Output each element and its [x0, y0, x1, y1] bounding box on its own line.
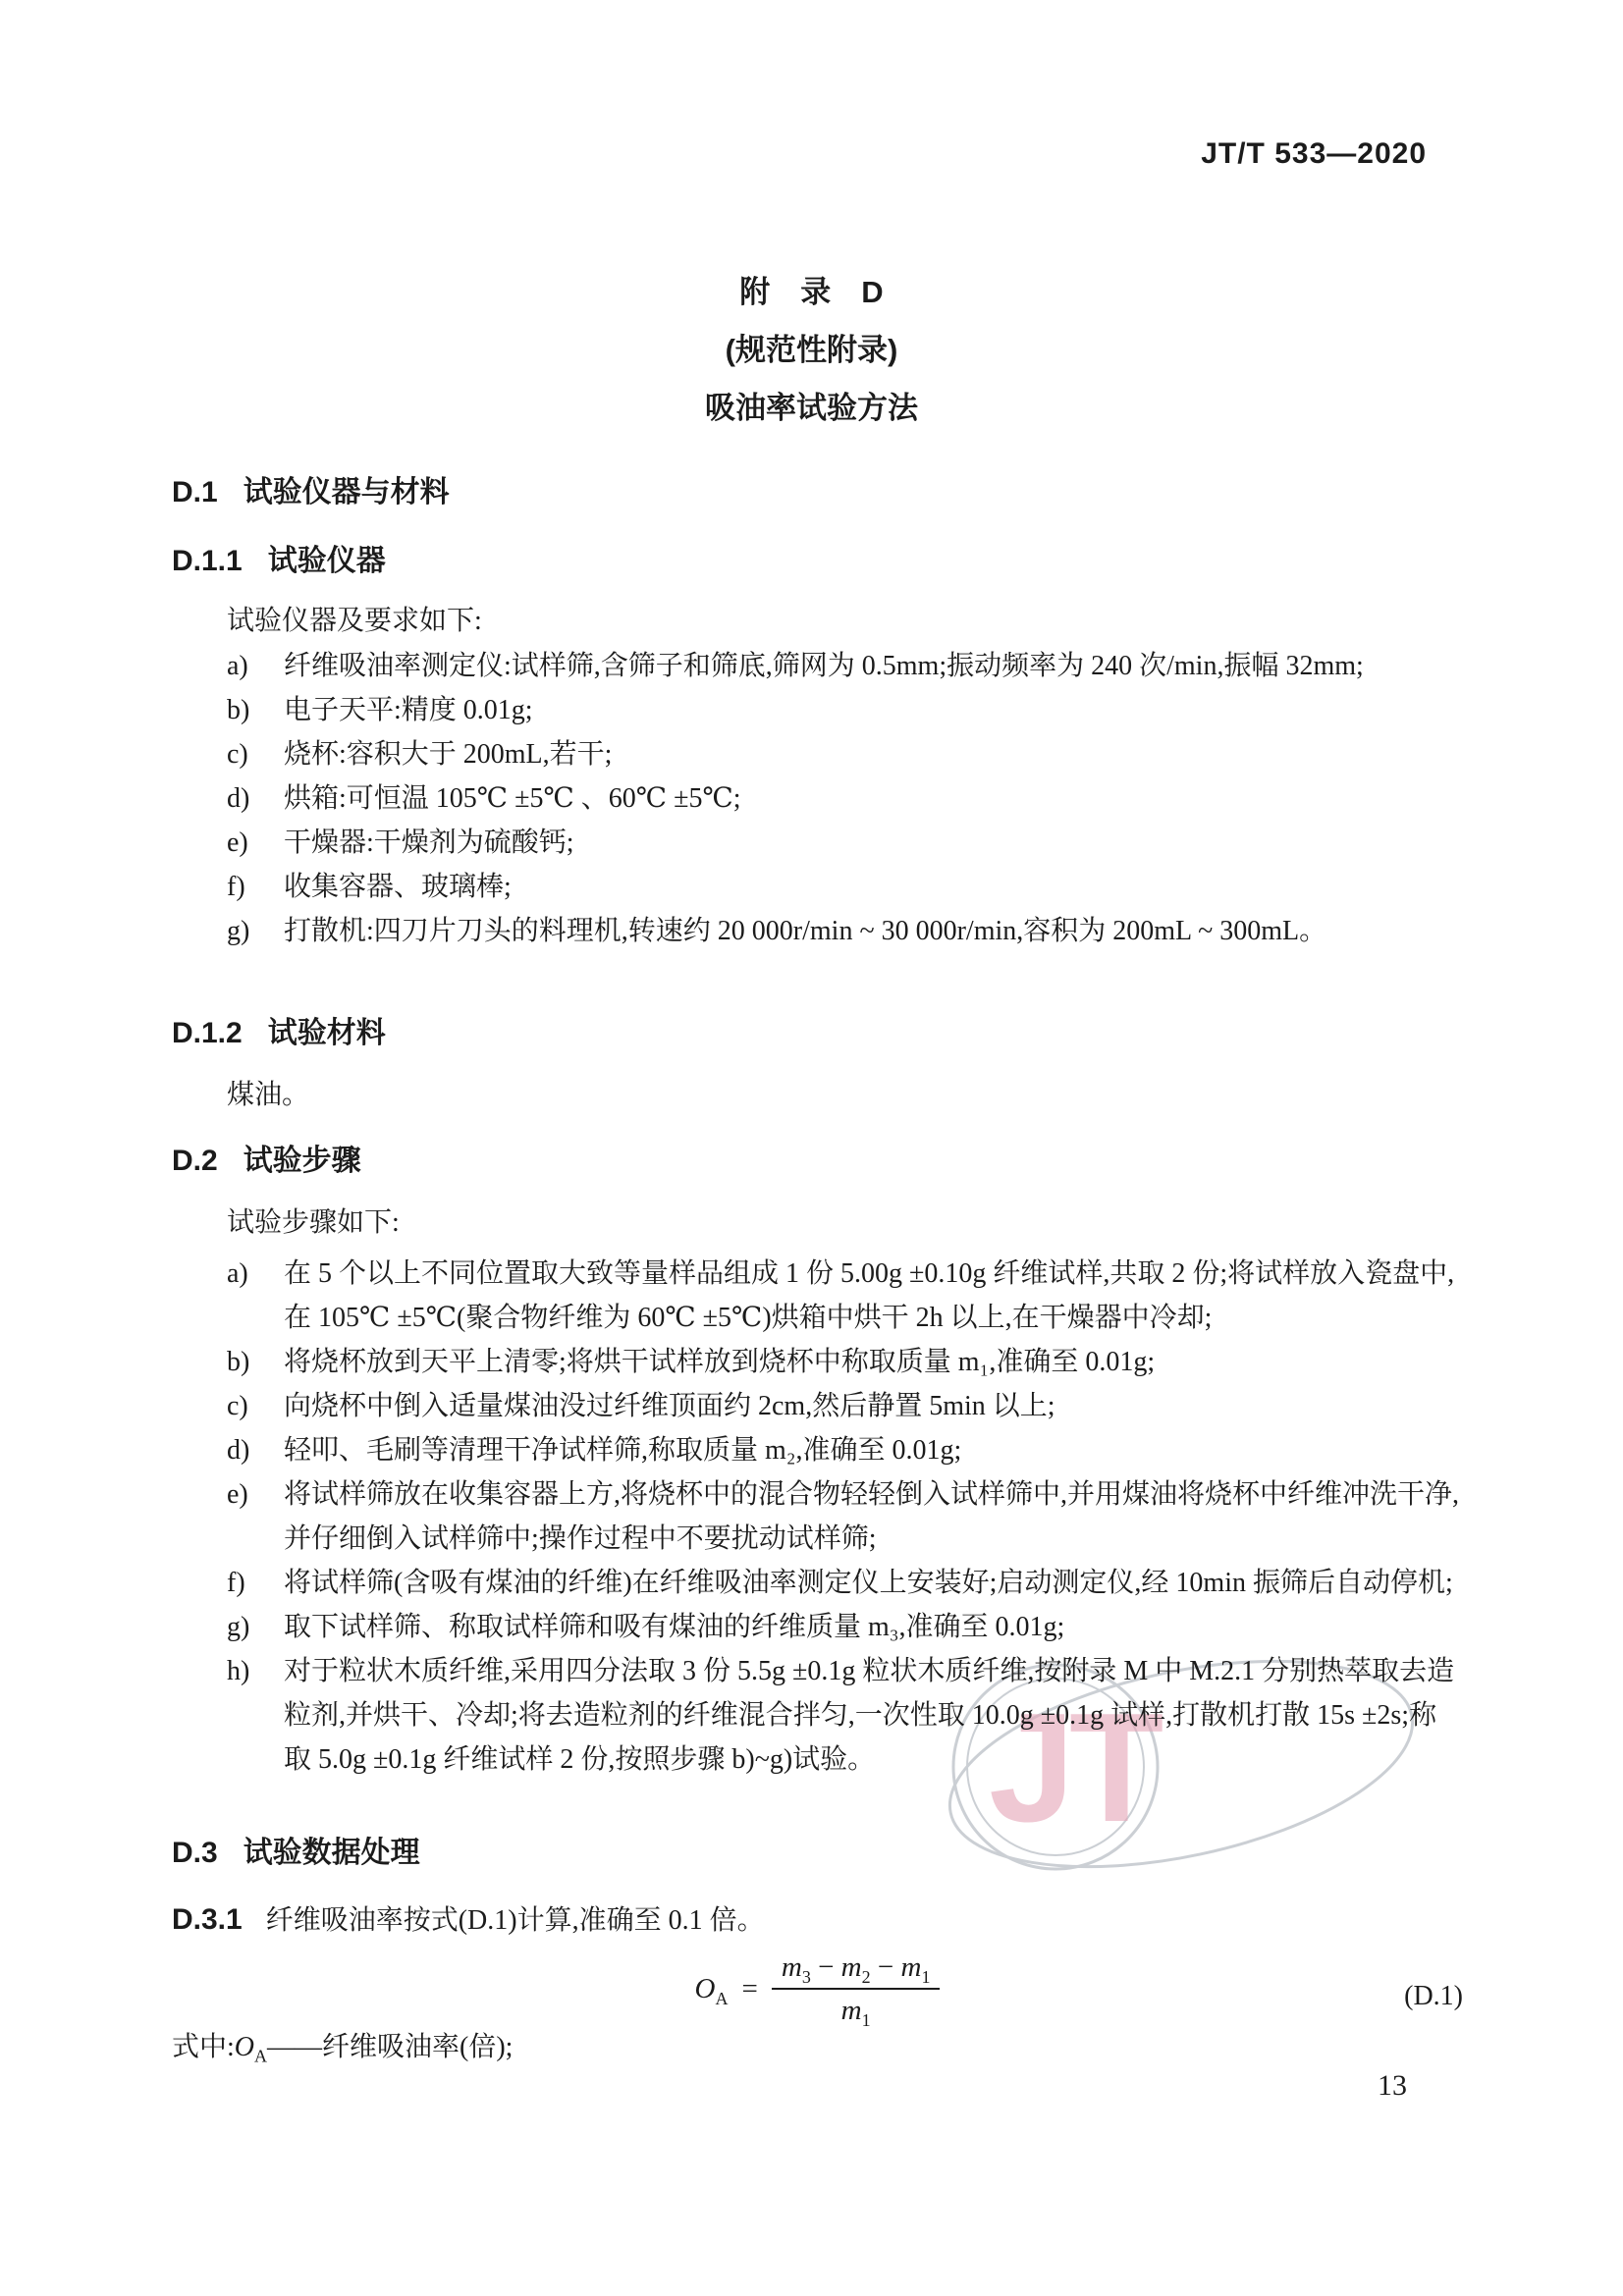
list-item-text: 将试样筛(含吸有煤油的纤维)在纤维吸油率测定仪上安装好;启动测定仪,经 10min 振筛后自动停机; [284, 1568, 1453, 1598]
equals-sign: = [741, 1973, 758, 2004]
section-title: 试验仪器与材料 [243, 476, 450, 508]
list-item [172, 1472, 1463, 1561]
list-item-label: b) [227, 1347, 250, 1377]
list-item-label: a) [227, 651, 248, 681]
numerator: $m_3 - m_2 - m_1$ [781, 1951, 931, 1987]
section-heading-d12 [172, 1014, 1463, 1053]
list-item-text: 取下试样筛、称取试样筛和吸有煤油的纤维质量 m₃,准确至 0.01g; [284, 1612, 1065, 1642]
d11-list [172, 644, 1463, 953]
section-title: 试验材料 [267, 1017, 386, 1049]
d2-list [172, 1252, 1463, 1782]
fraction [772, 1951, 941, 2030]
clause-number: D.3.1 [172, 1903, 243, 1936]
list-item-label: g) [227, 916, 250, 946]
list-item-text: 向烧杯中倒入适量煤油没过纤维顶面约 2cm,然后静置 5min 以上; [284, 1391, 1055, 1421]
list-item [172, 1649, 1463, 1782]
list-item [172, 732, 1463, 776]
list-item [172, 1561, 1463, 1605]
clause-text: 纤维吸油率按式(D.1)计算,准确至 0.1 倍。 [265, 1905, 765, 1936]
list-item-text: 烘箱:可恒温 105℃ ±5℃ 、60℃ ±5℃; [284, 783, 741, 814]
equation-number: (D.1) [1404, 1981, 1463, 2011]
list-item [172, 1252, 1463, 1340]
list-item-label: c) [227, 1391, 248, 1421]
list-item-text: 烧杯:容积大于 200mL,若干; [284, 739, 613, 770]
list-item-label: d) [227, 783, 250, 814]
formula-d1 [694, 1951, 941, 2030]
list-item-label: c) [227, 739, 248, 770]
section-title: 试验数据处理 [243, 1837, 420, 1869]
list-item [172, 688, 1463, 732]
section-number: D.1.1 [172, 545, 243, 577]
jt-watermark-letters: JT [989, 1682, 1159, 1854]
d2-intro: 试验步骤如下: [227, 1207, 400, 1238]
list-item-text: 对于粒状木质纤维,采用四分法取 3 份 5.5g ±0.1g 粒状木质纤维,按附录 M 中 M.2.1 分别热萃取去造粒剂,并烘干、冷却;将去造粒剂的纤维混合拌匀,一次性取 10.0g ±0.1g 试样,打散机打散 15s ±2s;称取 5.0g ±0.1g 纤维试样 2 份,按照步骤 b)~g)试验。 [284, 1656, 1455, 1775]
where-clause: 式中$:O_A——$纤维吸油率(倍); [172, 2032, 514, 2066]
list-item-label: f) [227, 872, 245, 902]
section-number: D.3 [172, 1837, 218, 1869]
d12-body: 煤油。 [227, 1080, 310, 1110]
appendix-method-title: 吸油率试验方法 [705, 391, 918, 425]
section-heading-d11 [172, 542, 1463, 581]
list-item [172, 865, 1463, 909]
list-item [172, 776, 1463, 821]
list-item-label: e) [227, 1479, 248, 1510]
appendix-title-block [0, 263, 1623, 437]
list-item-label: e) [227, 828, 248, 858]
list-item-label: g) [227, 1612, 250, 1642]
section-heading-d2 [172, 1142, 1463, 1181]
list-item [172, 1384, 1463, 1428]
d11-intro: 试验仪器及要求如下: [227, 606, 482, 636]
page-number: 13 [1378, 2069, 1407, 2102]
list-item-label: d) [227, 1435, 250, 1466]
list-item [172, 1340, 1463, 1384]
denominator: $m_1$ [840, 1995, 871, 2030]
list-item-label: a) [227, 1258, 248, 1289]
list-item-text: 电子天平:精度 0.01g; [284, 695, 533, 725]
formula-lhs: $O_A$ [694, 1973, 729, 2008]
clause-d31 [172, 1900, 1463, 1941]
list-item-text: 将烧杯放到天平上清零;将烘干试样放到烧杯中称取质量 m₁,准确至 0.01g; [284, 1347, 1156, 1377]
list-item [172, 909, 1463, 953]
list-item-label: b) [227, 695, 250, 725]
list-item-text: 轻叩、毛刷等清理干净试样筛,称取质量 m₂,准确至 0.01g; [284, 1435, 962, 1466]
list-item-text: 纤维吸油率测定仪:试样筛,含筛子和筛底,筛网为 0.5mm;振动频率为 240 次/min,振幅 32mm; [284, 651, 1364, 681]
formula-block [172, 1951, 1463, 2030]
appendix-type-note: (规范性附录) [725, 333, 898, 367]
list-item-text: 将试样筛放在收集容器上方,将烧杯中的混合物轻轻倒入试样筛中,并用煤油将烧杯中纤维冲洗干净,并仔细倒入试样筛中;操作过程中不要扰动试样筛; [284, 1479, 1460, 1554]
list-item [172, 644, 1463, 688]
list-item [172, 821, 1463, 865]
list-item-text: 干燥器:干燥剂为硫酸钙; [284, 828, 574, 858]
section-title: 试验仪器 [267, 545, 386, 577]
list-item-label: h) [227, 1656, 250, 1686]
list-item-text: 打散机:四刀片刀头的料理机,转速约 20 000r/min ~ 30 000r/min,容积为 200mL ~ 300mL。 [284, 916, 1327, 946]
section-title: 试验步骤 [243, 1145, 361, 1177]
list-item [172, 1428, 1463, 1472]
list-item-text: 在 5 个以上不同位置取大致等量样品组成 1 份 5.00g ±0.10g 纤维试样,共取 2 份;将试样放入瓷盘中,在 105℃ ±5℃(聚合物纤维为 60℃ ±5℃)烘箱中烘干 2h 以上,在干燥器中冷却; [284, 1258, 1455, 1333]
section-number: D.1 [172, 476, 218, 508]
section-heading-d1 [172, 473, 1463, 512]
section-number: D.1.2 [172, 1017, 243, 1049]
list-item [172, 1605, 1463, 1649]
section-heading-d3 [172, 1834, 1463, 1873]
list-item-label: f) [227, 1568, 245, 1598]
section-number: D.2 [172, 1145, 218, 1177]
standard-code: JT/T 533—2020 [1201, 137, 1427, 170]
list-item-text: 收集容器、玻璃棒; [284, 872, 512, 902]
appendix-label: 附 录 D [739, 275, 884, 309]
